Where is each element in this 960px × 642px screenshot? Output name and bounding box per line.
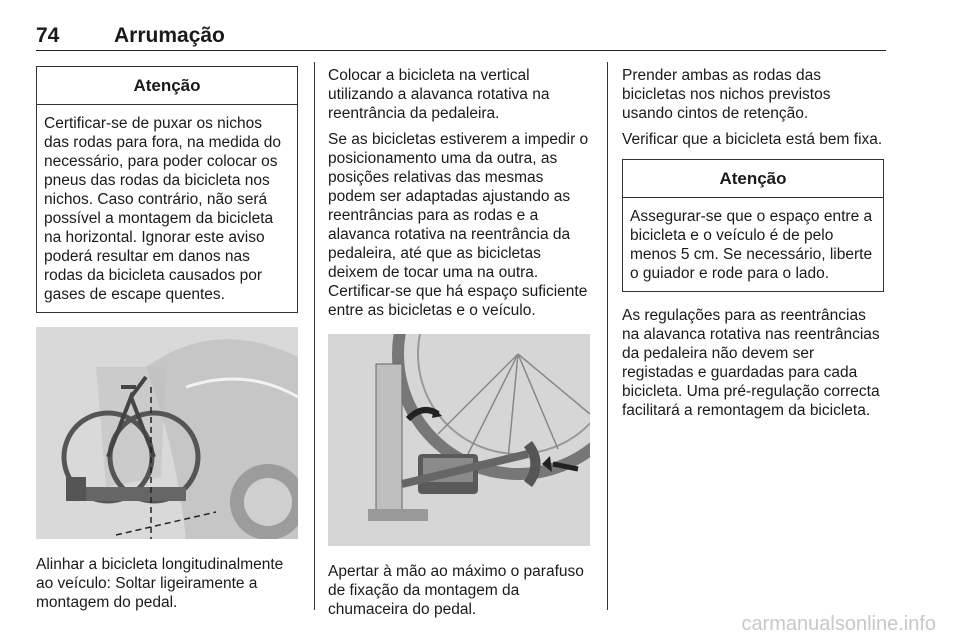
paragraph: Colocar a bicicleta na vertical utilizando a alavanca rotativa na reentrância da pedaleira. [328,67,550,122]
paragraph: Certificar-se que há espaço suficiente entre as bicicletas e o veículo. [328,283,588,319]
page-header [36,22,886,51]
column-divider [607,62,608,610]
paragraph: Se as bicicletas estiverem a impedir o posicionamento uma da outra, as posições relativas das mesmas podem ser adaptadas ajustando as reentrâncias para as rodas e a alavanca rotativa na reentrância da pedaleira, até que as bicicletas deixem de tocar uma na outra. [328,131,589,281]
warning-text: Assegurar-se que o espaço entre a bicicleta e o veículo é de pelo menos 5 cm. Se necessário, liberte o guiador e rode para o lado. [630,208,873,282]
column-2 [328,66,590,619]
warning-box [36,66,298,313]
column-divider [314,62,315,610]
paragraph: As regulações para as reentrâncias na alavanca rotativa nas reentrâncias da pedaleira não devem ser registadas e guardadas para cada bicicleta. Uma pré-regulação correcta facilitará a remontagem da bicicleta. [622,307,880,419]
page-title: Arrumação [114,24,225,47]
watermark: carmanualsonline.info [741,613,936,635]
paragraph: Prender ambas as rodas das bicicletas nos nichos previstos usando cintos de retenção. [622,67,831,122]
column-1 [36,66,298,612]
warning-title: Atenção [37,67,297,105]
pedal-mount-illustration [328,334,590,546]
page-number: 74 [36,24,60,47]
warning-text: Certificar-se de puxar os nichos das rodas para fora, na medida do necessário, para poder colocar os pneus das rodas da bicicleta nos nichos. Caso contrário, não será possível a montagem da bicicleta na horizontal. Ignorar este aviso poderá resultar em danos nas rodas da bicicleta causados por gases de escape quentes. [44,115,281,303]
paragraph: Verificar que a bicicleta está bem fixa. [622,131,883,148]
column-3 [622,66,884,420]
warning-title: Atenção [623,160,883,198]
caption-1: Alinhar a bicicleta longitudinalmente ao veículo: Soltar ligeiramente a montagem do pedal. [36,556,284,611]
warning-box [622,159,884,292]
bike-on-carrier-illustration [36,327,298,539]
caption-2: Apertar à mão ao máximo o parafuso de fixação da montagem da chumaceira do pedal. [328,563,584,618]
